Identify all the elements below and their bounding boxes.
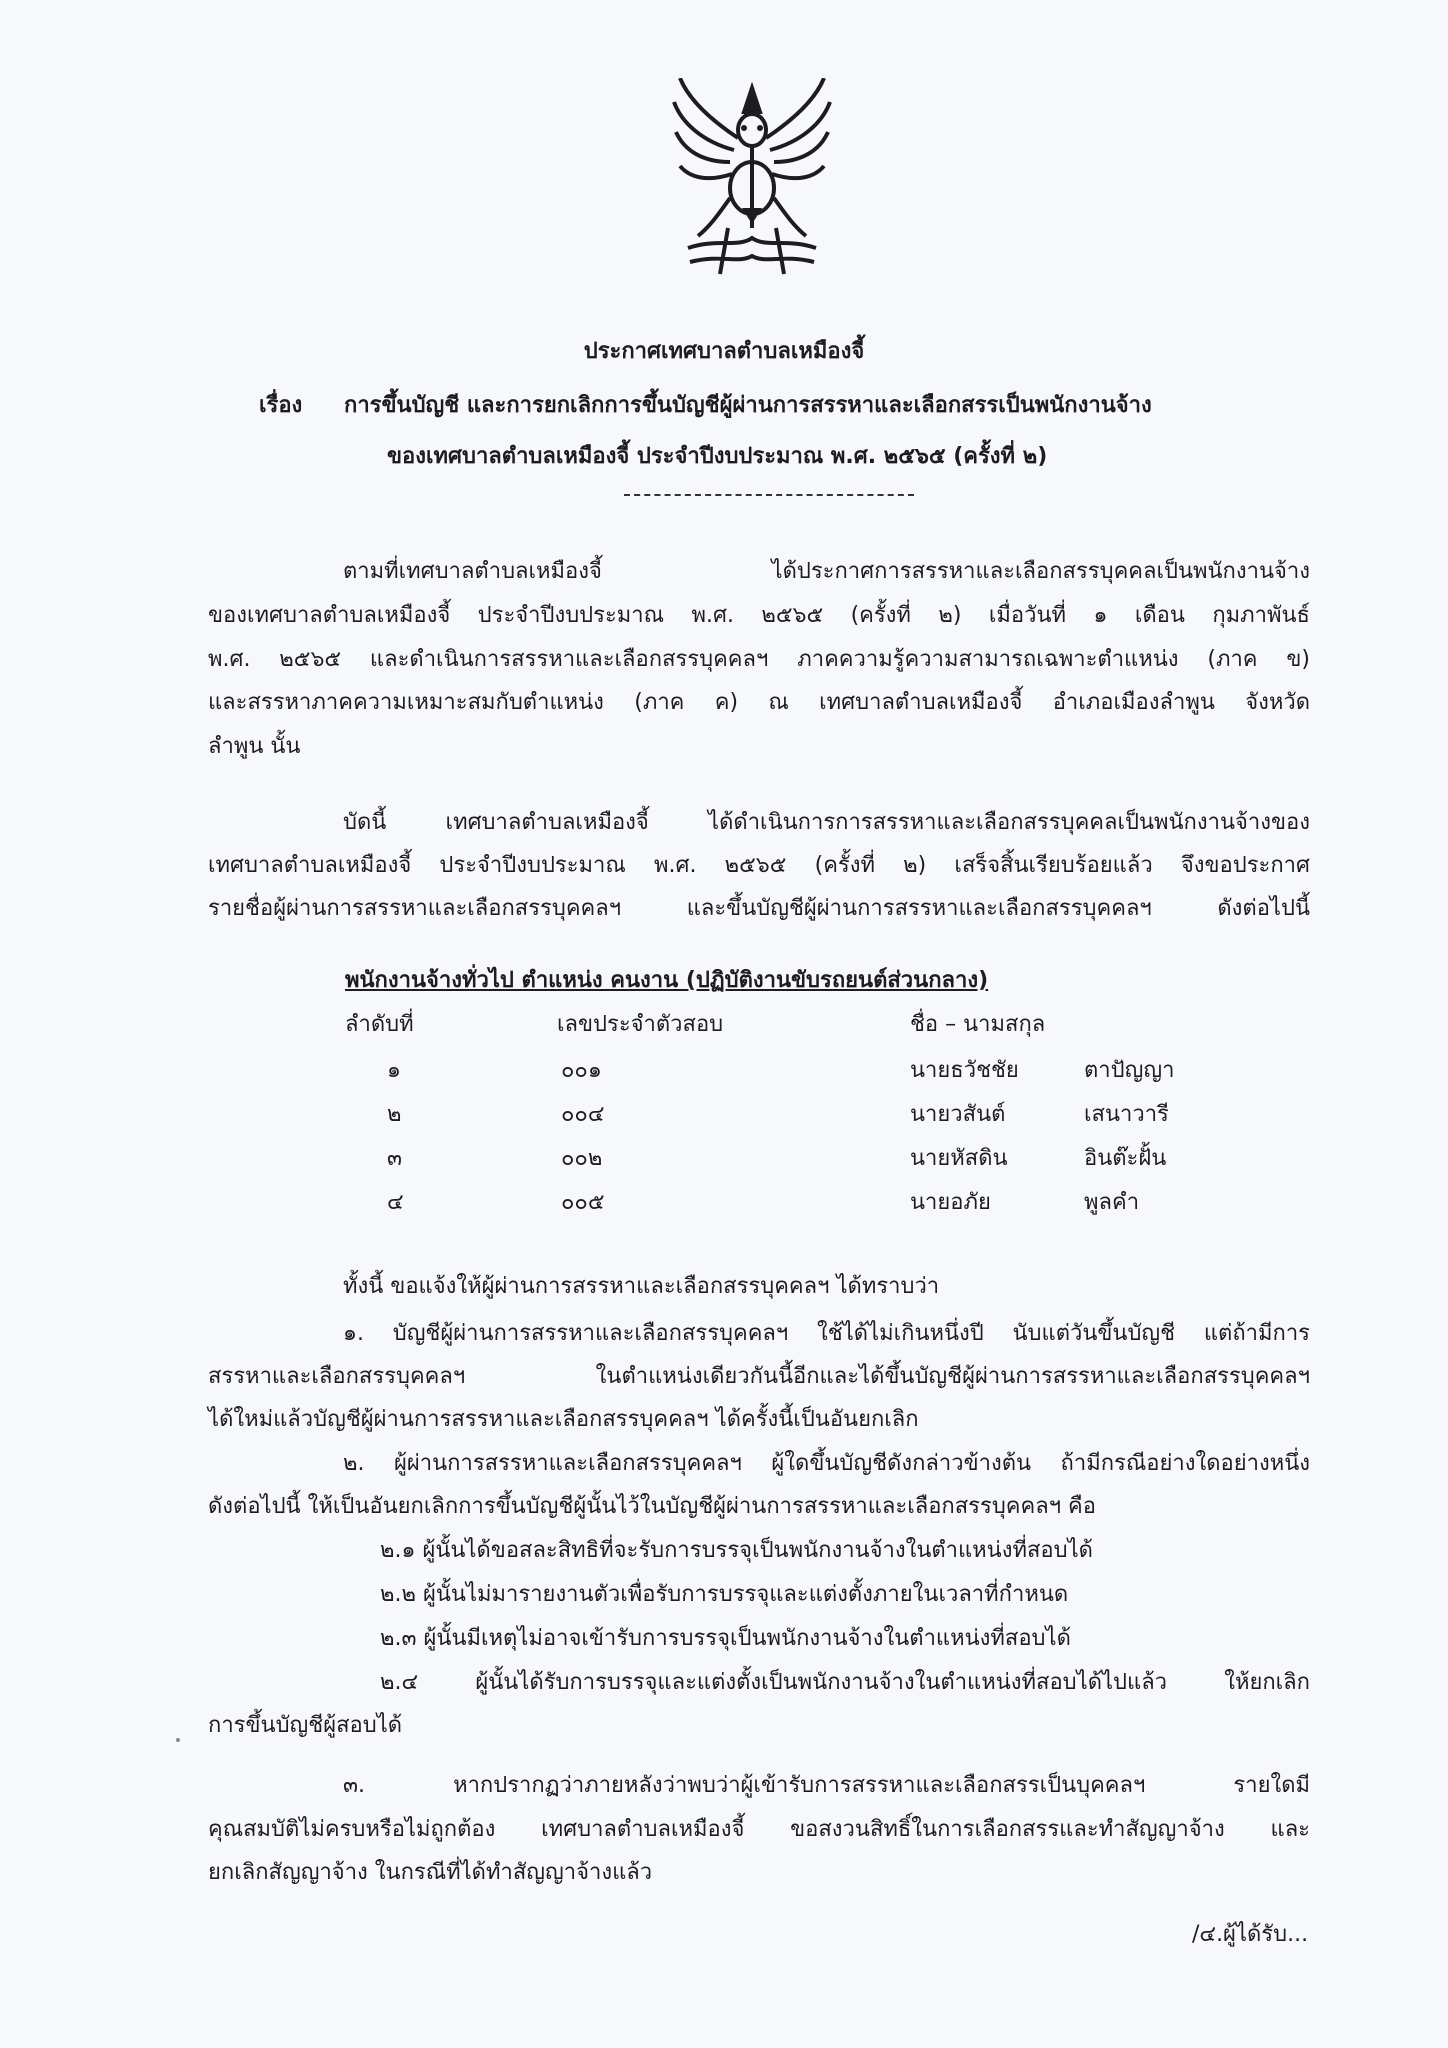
row-last-name: เสนาวารี (1084, 1102, 1169, 1127)
garuda-emblem-icon (668, 78, 836, 278)
condition-2-4-line-2: การขึ้นบัญชีผู้สอบได้ (208, 1713, 403, 1738)
row-exam-id: ๐๐๕ (561, 1190, 605, 1215)
para1-line-5: ลำพูน นั้น (208, 734, 301, 759)
row-last-name: ตาปัญญา (1084, 1058, 1175, 1083)
condition-1-line-1: ๑. บัญชีผู้ผ่านการสรรหาและเลือกสรรบุคคลฯ ใช้ได้ไม่เกินหนึ่งปี นับแต่วันขึ้นบัญชี แต่ถ้ามีการ (343, 1321, 1310, 1346)
condition-2-line-2: ดังต่อไปนี้ ให้เป็นอันยกเลิกการขึ้นบัญชีผู้นั้นไว้ในบัญชีผู้ผ่านการสรรหาและเลือกสรรบุคคลฯ คือ (208, 1494, 1096, 1519)
condition-3-line-3: ยกเลิกสัญญาจ้าง ในกรณีที่ได้ทำสัญญาจ้างแล้ว (208, 1860, 653, 1885)
para1-line-2: ของเทศบาลตำบลเหมืองจี้ ประจำปีงบประมาณ พ.ศ. ๒๕๖๕ (ครั้งที่ ๒) เมื่อวันที่ ๑ เดือน กุมภาพันธ์ (208, 603, 1310, 628)
para2-line-2: เทศบาลตำบลเหมืองจี้ ประจำปีงบประมาณ พ.ศ. ๒๕๖๕ (ครั้งที่ ๒) เสร็จสิ้นเรียบร้อยแล้ว จึงขอประกาศ (208, 853, 1310, 878)
condition-2-line-1: ๒. ผู้ผ่านการสรรหาและเลือกสรรบุคคลฯ ผู้ใดขึ้นบัญชีดังกล่าวข้างต้น ถ้ามีกรณีอย่างใดอย่างหนึ่ง (343, 1451, 1310, 1476)
row-no: ๑ (387, 1058, 401, 1083)
condition-2-1: ๒.๑ ผู้นั้นได้ขอสละสิทธิที่จะรับการบรรจุเป็นพนักงานจ้างในตำแหน่งที่สอบได้ (380, 1538, 1093, 1563)
col-header-no: ลำดับที่ (345, 1012, 414, 1037)
para1-line-4: และสรรหาภาคความเหมาะสมกับตำแหน่ง (ภาค ค) ณ เทศบาลตำบลเหมืองจี้ อำเภอเมืองลำพูน จังหวัด (208, 690, 1310, 715)
condition-2-4-line-1: ๒.๔ ผู้นั้นได้รับการบรรจุและแต่งตั้งเป็นพนักงานจ้างในตำแหน่งที่สอบได้ไปแล้ว ให้ยกเลิก (380, 1670, 1310, 1695)
scan-speck (176, 1738, 180, 1742)
row-exam-id: ๐๐๒ (561, 1146, 603, 1171)
condition-2-3: ๒.๓ ผู้นั้นมีเหตุไม่อาจเข้ารับการบรรจุเป็นพนักงานจ้างในตำแหน่งที่สอบได้ (380, 1626, 1071, 1651)
row-no: ๓ (387, 1146, 403, 1171)
para1-line-3: พ.ศ. ๒๕๖๕ และดำเนินการสรรหาและเลือกสรรบุคคลฯ ภาคความรู้ความสามารถเฉพาะตำแหน่ง (ภาค ข) (208, 647, 1310, 672)
row-exam-id: ๐๐๔ (561, 1102, 605, 1127)
title-separator (624, 494, 914, 496)
row-last-name: พูลคำ (1084, 1190, 1140, 1215)
condition-3-line-2: คุณสมบัติไม่ครบหรือไม่ถูกต้อง เทศบาลตำบลเหมืองจี้ ขอสงวนสิทธิ์ในการเลือกสรรและทำสัญญาจ้าง และ (208, 1817, 1310, 1842)
announcement-title: ประกาศเทศบาลตำบลเหมืองจี้ (583, 339, 865, 364)
condition-2-2: ๒.๒ ผู้นั้นไม่มารายงานตัวเพื่อรับการบรรจุและแต่งตั้งภายในเวลาที่กำหนด (380, 1582, 1069, 1607)
para2-line-1: บัดนี้ เทศบาลตำบลเหมืองจี้ ได้ดำเนินการการสรรหาและเลือกสรรบุคคลเป็นพนักงานจ้างของ (343, 810, 1310, 835)
position-heading: พนักงานจ้างทั่วไป ตำแหน่ง คนงาน (ปฏิบัติงานขับรถยนต์ส่วนกลาง) (345, 968, 989, 993)
row-first-name: นายวสันต์ (910, 1102, 1006, 1127)
para2-line-3: รายชื่อผู้ผ่านการสรรหาและเลือกสรรบุคคลฯ และขึ้นบัญชีผู้ผ่านการสรรหาและเลือกสรรบุคคลฯ ดังต่อไปนี้ (208, 896, 1310, 921)
row-last-name: อินต๊ะฝั้น (1084, 1146, 1167, 1171)
row-first-name: นายหัสดิน (910, 1146, 1008, 1171)
subject-line-2: ของเทศบาลตำบลเหมืองจี้ ประจำปีงบประมาณ พ.ศ. ๒๕๖๕ (ครั้งที่ ๒) (387, 444, 1048, 469)
para1-line-1: ตามที่เทศบาลตำบลเหมืองจี้ ได้ประกาศการสรรหาและเลือกสรรบุคคลเป็นพนักงานจ้าง (343, 559, 1310, 584)
row-no: ๒ (387, 1102, 402, 1127)
conditions-intro: ทั้งนี้ ขอแจ้งให้ผู้ผ่านการสรรหาและเลือกสรรบุคคลฯ ได้ทราบว่า (343, 1274, 940, 1299)
row-exam-id: ๐๐๑ (561, 1058, 602, 1083)
subject-line-1: การขึ้นบัญชี และการยกเลิกการขึ้นบัญชีผู้ผ่านการสรรหาและเลือกสรรเป็นพนักงานจ้าง (344, 393, 1152, 418)
row-no: ๔ (387, 1190, 404, 1215)
row-first-name: นายอภัย (910, 1190, 991, 1215)
row-first-name: นายธวัชชัย (910, 1058, 1019, 1083)
col-header-exam-id: เลขประจำตัวสอบ (557, 1012, 724, 1037)
condition-3-line-1: ๓. หากปรากฏว่าภายหลังว่าพบว่าผู้เข้ารับการสรรหาและเลือกสรรเป็นบุคคลฯ รายใดมี (343, 1773, 1310, 1798)
condition-1-line-3: ได้ใหม่แล้วบัญชีผู้ผ่านการสรรหาและเลือกสรรบุคคลฯ ได้ครั้งนี้เป็นอันยกเลิก (208, 1407, 919, 1432)
condition-1-line-2: สรรหาและเลือกสรรบุคคลฯ ในตำแหน่งเดียวกันนี้อีกและได้ขึ้นบัญชีผู้ผ่านการสรรหาและเลือกสรรบุคคลฯ (208, 1364, 1310, 1389)
col-header-name: ชื่อ – นามสกุล (910, 1012, 1046, 1037)
subject-label: เรื่อง (259, 393, 303, 418)
continuation-marker: /๔.ผู้ได้รับ... (1192, 1922, 1309, 1947)
